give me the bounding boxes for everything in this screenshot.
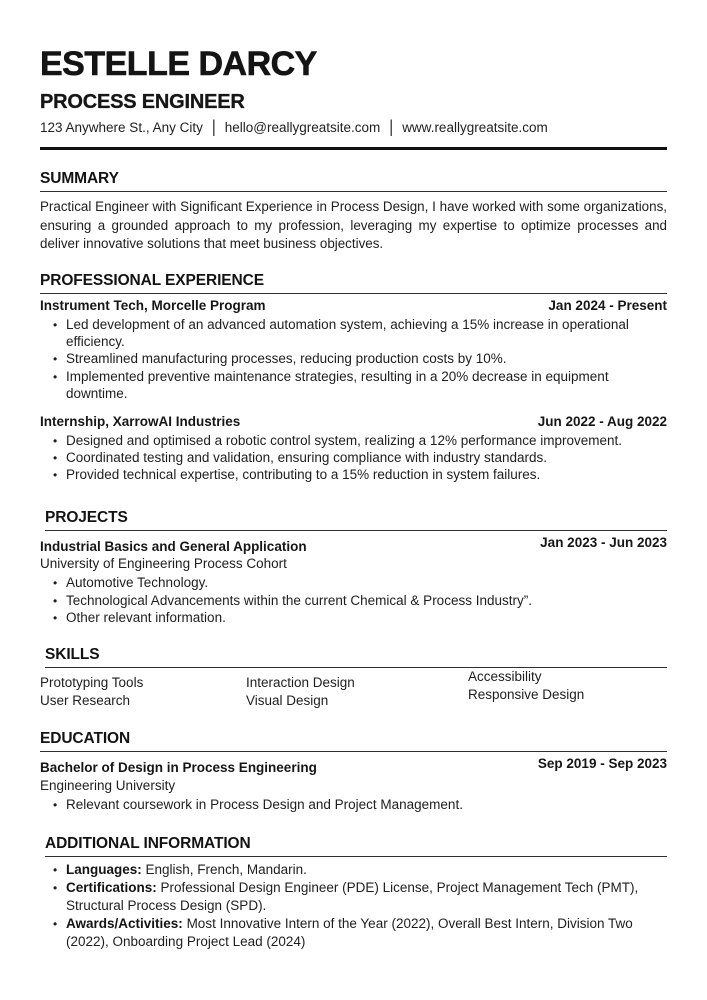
- job-bullet: • Implemented preventive maintenance strategies, resulting in a 20% decrease in equipment downtime.: [66, 368, 667, 403]
- header-divider: [40, 147, 667, 150]
- contact-separator: |: [211, 117, 216, 138]
- education-dates: Sep 2019 - Sep 2023: [537, 756, 667, 772]
- experience-entry: [40, 413, 667, 484]
- info-text: English, French, Mandarin.: [145, 862, 307, 878]
- info-text: Most Innovative Intern of the Year (2022), Overall Best Intern, Division Two (2022), Onboarding Project Lead (2024): [66, 915, 633, 949]
- section-projects: [40, 510, 667, 627]
- project-entry-head: [40, 534, 667, 555]
- info-label: Certifications:: [66, 880, 157, 896]
- project-bullet: • Automotive Technology.: [66, 574, 667, 591]
- skills-column: [40, 674, 246, 709]
- job-dates: Jan 2024 - Present: [548, 297, 667, 313]
- skill-item: Interaction Design: [246, 675, 355, 691]
- skill-item: User Research: [40, 692, 131, 708]
- project-bullet: • Technological Advancements within the current Chemical & Process Industry”.: [66, 592, 667, 609]
- experience-entry-head: [40, 297, 667, 314]
- summary-text: Practical Engineer with Significant Experience in Process Design, I have worked with some organizations, ensuring a grounded approach to my profession, leveraging my expertise to optimize processes and deliver innovative solutions that meet business objectives.: [40, 199, 667, 251]
- job-title: Instrument Tech, Morcelle Program: [40, 297, 266, 313]
- additional-info-item: [66, 861, 667, 879]
- project-subtitle: University of Engineering Process Cohort: [40, 556, 287, 572]
- project-bullet: • Other relevant information.: [66, 609, 667, 626]
- contact-line: [40, 119, 667, 136]
- education-bullet: • Relevant coursework in Process Design and Project Management.: [66, 796, 667, 813]
- skills-column: [246, 674, 468, 709]
- contact-address: 123 Anywhere St., Any City: [40, 120, 203, 135]
- project-entry: [40, 534, 667, 627]
- contact-email: hello@reallygreatsite.com: [224, 120, 381, 135]
- skill-item: Accessibility: [468, 669, 542, 685]
- contact-website: www.reallygreatsite.com: [402, 120, 548, 135]
- experience-entry-head: [40, 413, 667, 430]
- skills-grid: [40, 669, 667, 709]
- education-heading: EDUCATION: [40, 731, 667, 752]
- skills-heading: SKILLS: [45, 647, 667, 668]
- info-label: Awards/Activities:: [66, 915, 183, 931]
- project-title: Industrial Basics and General Application: [40, 538, 307, 554]
- job-title: Internship, XarrowAI Industries: [40, 413, 241, 429]
- degree-title: Bachelor of Design in Process Engineering: [40, 760, 317, 776]
- additional-info-item: [66, 915, 667, 951]
- education-bullet-list: [40, 796, 667, 813]
- job-bullet: • Provided technical expertise, contributing to a 15% reduction in system failures.: [66, 466, 667, 483]
- experience-heading: PROFESSIONAL EXPERIENCE: [40, 273, 667, 294]
- additional-info-item: [66, 879, 667, 915]
- education-entry: [40, 755, 667, 813]
- section-skills: [40, 647, 667, 709]
- job-bullet-list: [40, 432, 667, 484]
- info-text: Professional Design Engineer (PDE) License, Project Management Tech (PMT), Structural Process Design (SPD).: [66, 880, 639, 913]
- job-bullet-list: [40, 316, 667, 403]
- skills-column: [468, 668, 584, 709]
- job-bullet: • Designed and optimised a robotic control system, realizing a 12% performance improvement.: [66, 432, 667, 449]
- project-bullet-list: [40, 574, 667, 626]
- section-education: [40, 731, 667, 813]
- additional-info-list: [40, 861, 667, 950]
- section-experience: [40, 273, 667, 484]
- skill-item: Visual Design: [246, 692, 329, 708]
- project-dates: Jan 2023 - Jun 2023: [540, 534, 667, 550]
- section-additional-info: [40, 836, 667, 950]
- job-dates: Jun 2022 - Aug 2022: [537, 413, 667, 429]
- person-job-title: PROCESS ENGINEER: [40, 91, 245, 113]
- skill-item: Prototyping Tools: [40, 675, 144, 691]
- summary-heading: SUMMARY: [40, 171, 667, 192]
- resume-header: [40, 46, 667, 150]
- job-bullet: • Streamlined manufacturing processes, reducing production costs by 10%.: [66, 350, 667, 367]
- skill-item: Responsive Design: [468, 686, 585, 702]
- job-bullet: • Led development of an advanced automation system, achieving a 15% increase in operational efficiency.: [66, 316, 667, 351]
- education-entry-head: [40, 755, 667, 776]
- section-summary: [40, 171, 667, 254]
- projects-heading: PROJECTS: [45, 510, 667, 531]
- education-school: Engineering University: [40, 777, 176, 793]
- job-bullet: • Coordinated testing and validation, ensuring compliance with industry standards.: [66, 449, 667, 466]
- contact-separator: |: [389, 117, 394, 138]
- person-name: ESTELLE DARCY: [40, 45, 317, 83]
- info-label: Languages:: [66, 862, 142, 878]
- experience-entry: [40, 297, 667, 403]
- additional-info-heading: ADDITIONAL INFORMATION: [45, 836, 667, 857]
